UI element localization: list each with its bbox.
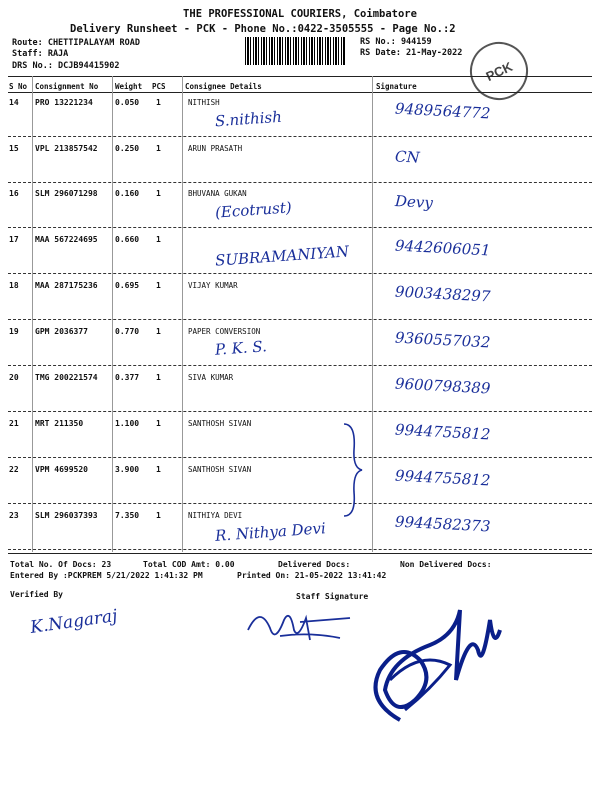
drs-number: DRS No.: DCJB94415902 — [12, 61, 120, 71]
row-weight: 7.350 — [115, 511, 140, 520]
row-pcs: 1 — [156, 98, 161, 107]
total-cod: Total COD Amt: 0.00 — [143, 560, 235, 569]
row-pcs: 1 — [156, 373, 161, 382]
row-pcs: 1 — [156, 327, 161, 336]
row-consignee-name: VIJAY KUMAR — [188, 281, 238, 290]
row-handwritten-name: SUBRAMANIYAN — [214, 242, 350, 270]
row-separator — [8, 136, 592, 137]
route-label: Route: CHETTIPALAYAM ROAD — [12, 38, 140, 48]
row-pcs: 1 — [156, 281, 161, 290]
row-receiver-signature: 9944755812 — [394, 466, 491, 490]
entered-by: Entered By :PCKPREM 5/21/2022 1:41:32 PM — [10, 571, 203, 580]
column-divider — [372, 76, 373, 552]
row-sno: 17 — [9, 235, 19, 244]
row-consignee-name: SANTHOSH SIVAN — [188, 465, 252, 474]
row-receiver-signature: 9489564772 — [394, 99, 491, 123]
table-header-rule — [8, 92, 592, 93]
row-weight: 0.160 — [115, 189, 140, 198]
row-consignment-no: SLM 296037393 — [35, 511, 98, 520]
row-consignee-name: PAPER CONVERSION — [188, 327, 261, 336]
column-divider — [112, 76, 113, 552]
row-weight: 0.660 — [115, 235, 140, 244]
table-bottom-rule — [8, 553, 592, 554]
row-sno: 15 — [9, 144, 19, 153]
row-weight: 0.770 — [115, 327, 140, 336]
row-sno: 18 — [9, 281, 19, 290]
row-pcs: 1 — [156, 235, 161, 244]
row-consignee-name: SIVA KUMAR — [188, 373, 234, 382]
row-consignee-name: NITHISH — [188, 98, 220, 107]
row-consignment-no: SLM 296071298 — [35, 189, 98, 198]
column-divider — [182, 76, 183, 552]
row-pcs: 1 — [156, 465, 161, 474]
row-separator — [8, 227, 592, 228]
column-divider — [32, 76, 33, 552]
col-consignee: Consignee Details — [185, 82, 262, 91]
row-sno: 21 — [9, 419, 19, 428]
document-title: THE PROFESSIONAL COURIERS, Coimbatore — [183, 8, 417, 20]
row-consignment-no: GPM 2036377 — [35, 327, 88, 336]
row-separator — [8, 503, 592, 504]
row-sno: 20 — [9, 373, 19, 382]
row-receiver-signature: 9944755812 — [394, 420, 491, 444]
row-weight: 3.900 — [115, 465, 140, 474]
row-pcs: 1 — [156, 511, 161, 520]
row-weight: 0.050 — [115, 98, 140, 107]
row-consignment-no: MAA 287175236 — [35, 281, 98, 290]
col-weight: Weight — [115, 82, 143, 91]
row-separator — [8, 365, 592, 366]
bracket-mark — [340, 420, 370, 520]
row-weight: 0.695 — [115, 281, 140, 290]
col-signature: Signature — [376, 82, 417, 91]
row-pcs: 1 — [156, 144, 161, 153]
authorized-signature — [360, 590, 510, 740]
row-sno: 19 — [9, 327, 19, 336]
row-handwritten-name: (Ecotrust) — [214, 198, 293, 222]
runsheet-subtitle: Delivery Runsheet - PCK - Phone No.:0422-3505555 - Page No.:2 — [70, 23, 456, 35]
row-receiver-signature: Devy — [394, 192, 434, 212]
row-receiver-signature: 9003438297 — [394, 282, 491, 306]
col-pcs: PCS — [152, 82, 166, 91]
row-receiver-signature: 9442606051 — [394, 236, 491, 260]
row-consignment-no: TMG 200221574 — [35, 373, 98, 382]
row-receiver-signature: 9600798389 — [394, 374, 491, 398]
row-separator — [8, 411, 592, 412]
staff-signature — [240, 600, 360, 650]
rs-number: RS No.: 944159 — [360, 37, 432, 47]
staff-label: Staff: RAJA — [12, 49, 69, 59]
rs-date: RS Date: 21-May-2022 — [360, 48, 463, 58]
row-consignee-name: ARUN PRASATH — [188, 144, 243, 153]
row-sno: 14 — [9, 98, 19, 107]
row-pcs: 1 — [156, 189, 161, 198]
pck-stamp: PCK — [460, 32, 537, 109]
non-delivered-docs: Non Delivered Docs: — [400, 560, 492, 569]
row-weight: 0.250 — [115, 144, 140, 153]
barcode — [245, 37, 345, 65]
row-handwritten-name: S.nithish — [214, 107, 283, 131]
row-consignee-name: SANTHOSH SIVAN — [188, 419, 252, 428]
row-separator — [8, 182, 592, 183]
col-sno: S No — [9, 82, 28, 91]
row-sno: 16 — [9, 189, 19, 198]
row-consignment-no: MRT 211350 — [35, 419, 84, 428]
row-consignee-name: BHUVANA GUKAN — [188, 189, 247, 198]
delivered-docs: Delivered Docs: — [278, 560, 351, 569]
row-consignment-no: VPL 213857542 — [35, 144, 98, 153]
total-docs: Total No. Of Docs: 23 — [10, 560, 112, 569]
row-consignment-no: MAA 567224695 — [35, 235, 98, 244]
row-separator — [8, 319, 592, 320]
verifier-signature: K.Nagaraj — [29, 605, 119, 639]
row-consignment-no: PRO 13221234 — [35, 98, 93, 107]
printed-on: Printed On: 21-05-2022 13:41:42 — [237, 571, 387, 580]
row-sno: 22 — [9, 465, 19, 474]
row-receiver-signature: 9360557032 — [394, 328, 491, 352]
row-handwritten-name: P. K. S. — [214, 337, 268, 359]
row-weight: 0.377 — [115, 373, 140, 382]
verified-by-label: Verified By — [10, 590, 63, 599]
row-pcs: 1 — [156, 419, 161, 428]
staff-signature-label: Staff Signature — [296, 592, 369, 601]
row-separator — [8, 549, 592, 550]
row-consignment-no: VPM 4699520 — [35, 465, 88, 474]
row-weight: 1.100 — [115, 419, 140, 428]
row-receiver-signature: CN — [394, 147, 421, 167]
row-receiver-signature: 9944582373 — [394, 512, 491, 536]
row-consignee-name: NITHIYA DEVI — [188, 511, 243, 520]
row-handwritten-name: R. Nithya Devi — [214, 519, 327, 545]
col-consignment: Consignment No — [35, 82, 99, 91]
row-separator — [8, 273, 592, 274]
table-top-rule — [8, 76, 592, 77]
row-sno: 23 — [9, 511, 19, 520]
row-separator — [8, 457, 592, 458]
